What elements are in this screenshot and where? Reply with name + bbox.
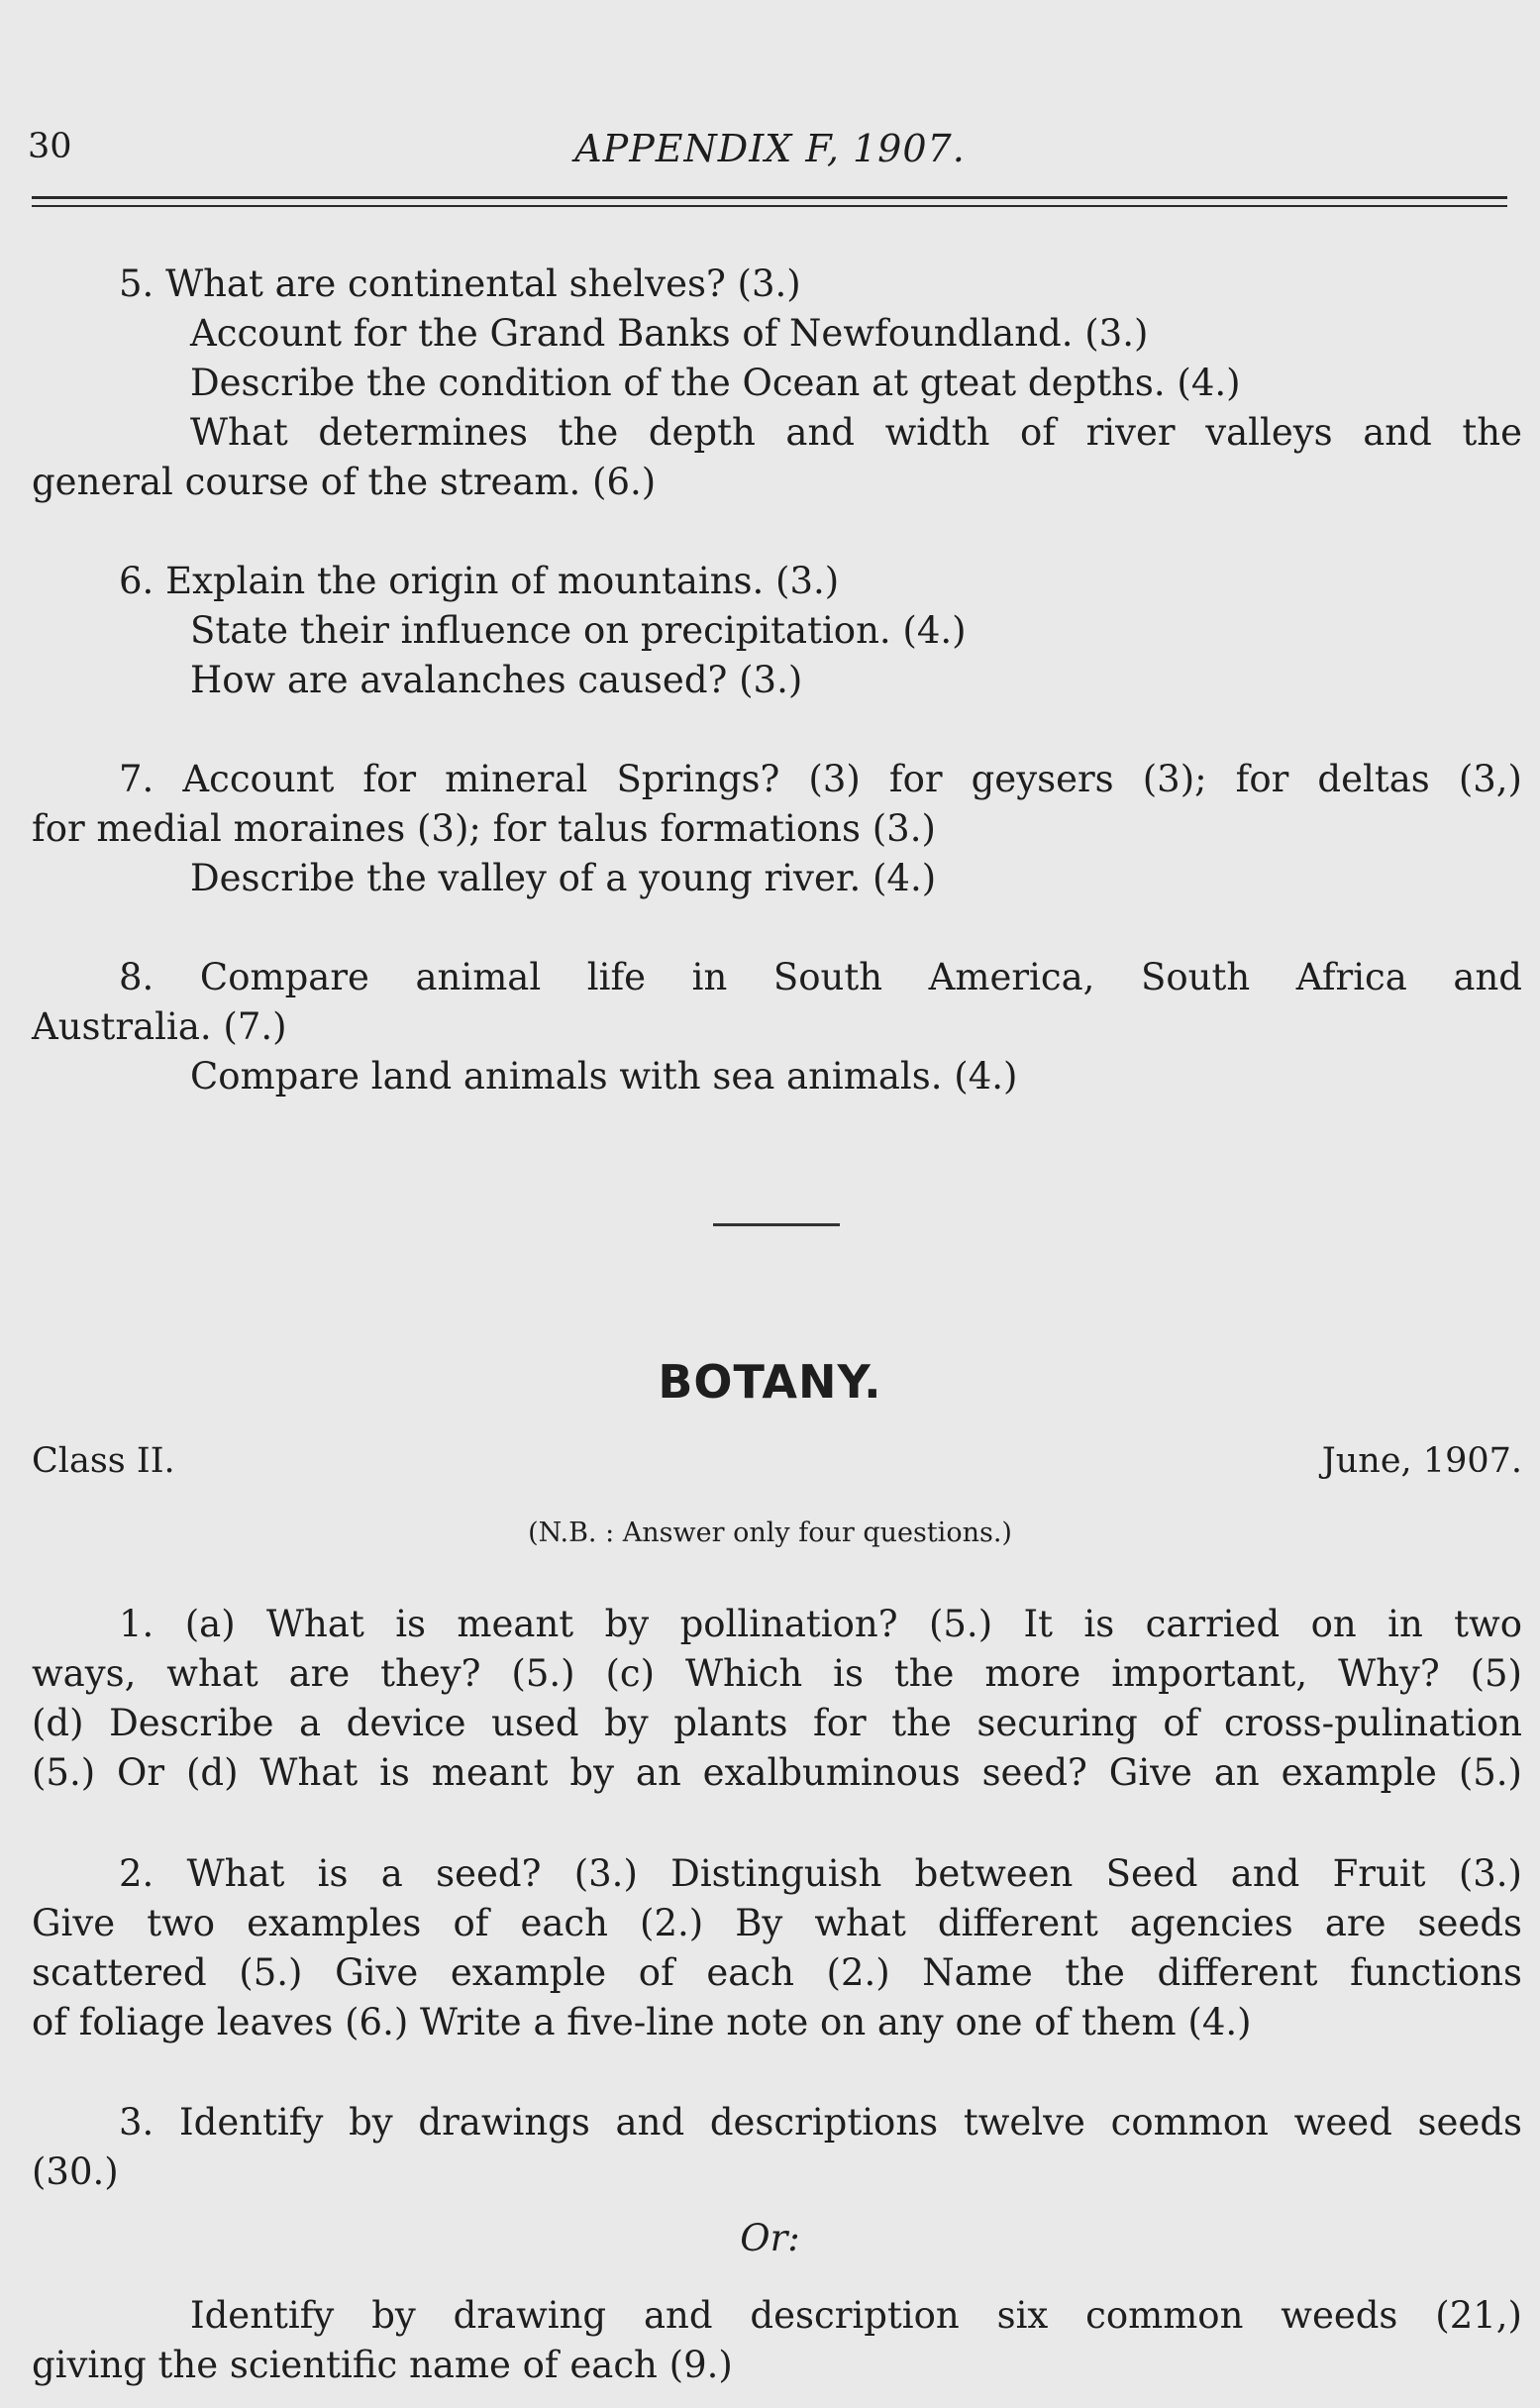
question-line: (30.) [32, 2150, 119, 2193]
question-line: 8. Compare animal life in South America, South Africa and [119, 956, 1522, 998]
or-separator: Or: [740, 2217, 800, 2259]
question-line: ways, what are they? (5.) (c) Which is the more important, Why? (5) [32, 1652, 1522, 1695]
question-line: of foliage leaves (6.) Write a five-line note on any one of them (4.) [32, 2001, 1252, 2043]
question-line: 6. Explain the origin of mountains. (3.) [119, 560, 840, 602]
question-line: general course of the stream. (6.) [32, 461, 657, 503]
botany-question-1 [32, 1600, 1522, 1798]
question-line: for medial moraines (3); for talus formations (3.) [32, 807, 936, 850]
geography-question-8 [32, 953, 1522, 1101]
question-line: 3. Identify by drawings and descriptions twelve common weed seeds [119, 2101, 1522, 2144]
question-line: Australia. (7.) [32, 1005, 287, 1048]
question-line: 5. What are continental shelves? (3.) [119, 262, 801, 305]
section-title: BOTANY. [658, 1355, 882, 1409]
question-line: 7. Account for mineral Springs? (3) for geysers (3); for deltas (3,) [119, 758, 1522, 800]
question-line: How are avalanches caused? (3.) [190, 659, 803, 701]
question-line: Identify by drawing and description six common weeds (21,) [190, 2294, 1522, 2337]
question-line: Give two examples of each (2.) By what different agencies are seeds [32, 1902, 1522, 1944]
geography-question-5 [32, 260, 1522, 507]
question-line: What determines the depth and width of river valleys and the [190, 411, 1522, 454]
page-number: 30 [28, 127, 72, 166]
question-line: giving the scientific name of each (9.) [32, 2344, 733, 2386]
question-line: Describe the condition of the Ocean at gteat depths. (4.) [190, 362, 1241, 404]
instruction-note: (N.B. : Answer only four questions.) [528, 1518, 1012, 1548]
exam-date: June, 1907. [1321, 1441, 1522, 1481]
question-line: State their influence on precipitation. (4.) [190, 609, 967, 652]
geography-question-7 [32, 755, 1522, 903]
question-line: (d) Describe a device used by plants for the securing of cross-pulination [32, 1702, 1522, 1744]
question-line: (5.) Or (d) What is meant by an exalbuminous seed? Give an example (5.) [32, 1751, 1522, 1794]
geography-question-6 [32, 557, 1522, 705]
question-line: Compare land animals with sea animals. (4.) [190, 1055, 1018, 1098]
botany-question-3-alternative [32, 2291, 1522, 2390]
question-line: scattered (5.) Give example of each (2.) Name the different functions [32, 1951, 1522, 1994]
question-line: 2. What is a seed? (3.) Distinguish between Seed and Fruit (3.) [119, 1852, 1522, 1895]
question-line: 1. (a) What is meant by pollination? (5.) It is carried on in two [119, 1603, 1522, 1645]
running-header-title: APPENDIX F, 1907. [574, 127, 966, 170]
header-rule-bottom [32, 205, 1507, 207]
botany-question-3 [32, 2098, 1522, 2197]
section-divider [713, 1223, 840, 1226]
question-line: Account for the Grand Banks of Newfoundland. (3.) [190, 312, 1149, 355]
class-label: Class II. [32, 1441, 175, 1481]
question-line: Describe the valley of a young river. (4.) [190, 857, 937, 899]
header-rule-top [32, 196, 1507, 199]
botany-question-2 [32, 1849, 1522, 2047]
